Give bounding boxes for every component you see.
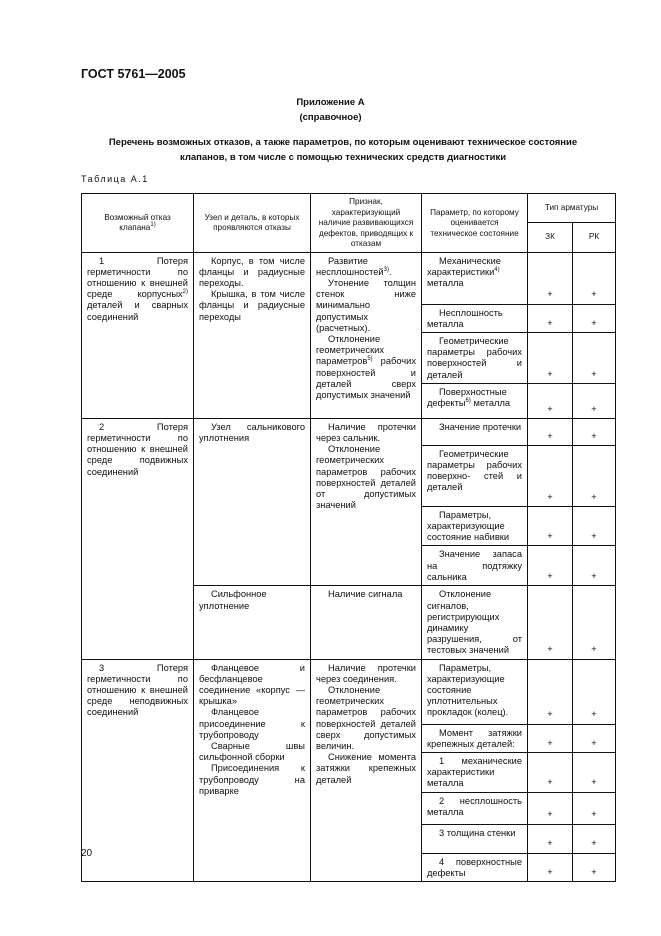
superscript: 2) (182, 289, 188, 296)
sign-paragraph: Наличие протечки через сальник. (316, 421, 416, 443)
parameter-cell (422, 792, 528, 824)
document-title: Перечень возможных отказов, а также параметров, по которым оценивают техническое состояние клапанов, в том числе с помощью технических средств диагностики (108, 137, 578, 163)
unit-paragraph: Узел сальникового уплотнения (199, 421, 305, 443)
zk-mark: + (528, 506, 573, 546)
header-unit: Узел и деталь, в которых проявляются отказы (194, 194, 311, 253)
parameter-cell (422, 586, 528, 659)
sign-paragraph: Снижение момента затяжки крепежных деталей (316, 752, 416, 785)
header-rk: РК (573, 222, 616, 252)
parameter-paragraph: 4 поверхностные дефекты (427, 856, 522, 878)
superscript: 1) (150, 222, 156, 229)
header-sign: Признак, характеризующий наличие развивающихся дефектов, приводящих к отказам (311, 194, 422, 253)
superscript: 5) (367, 356, 373, 363)
zk-mark: + (528, 445, 573, 506)
failure-cell (82, 659, 194, 881)
header-failure: Возможный отказ клапана$^{1)}$ (82, 194, 194, 253)
parameter-paragraph: Значение запаса на подтяжку сальника (427, 549, 522, 582)
rk-mark: + (573, 332, 616, 383)
rk-mark: + (573, 853, 616, 881)
sign-paragraph: Отклонение геометрических параметров рабочих поверхностей деталей от допустимых значений (316, 444, 416, 511)
unit-paragraph: Фланцевое присоединение к трубопроводу (199, 707, 305, 740)
rk-mark: + (573, 383, 616, 418)
parameter-cell (422, 752, 528, 792)
unit-paragraph: Присоединения к трубопроводу на приварке (199, 763, 305, 796)
sign-cell (311, 418, 422, 586)
sign-cell (311, 586, 422, 659)
parameter-cell (422, 824, 528, 853)
zk-mark: + (528, 853, 573, 881)
sign-paragraph: Развитие несплошностей$^{3)}$. (316, 255, 392, 277)
header-row (82, 194, 616, 223)
parameter-paragraph: Несплошность металла (427, 307, 503, 329)
failure-paragraph: 1 Потеря герметичности по отношению к внешней среде корпусных$^{2)}$ деталей и сварных соединений (87, 255, 188, 322)
rk-mark: + (573, 546, 616, 586)
rk-mark: + (573, 724, 616, 752)
sign-paragraph: Отклонение геометрических параметров$^{5)}$ рабочих поверхностей и деталей сверх допустимых значений (316, 333, 416, 400)
rk-mark: + (573, 752, 616, 792)
failure-paragraph: 2 Потеря герметичности по отношению к внешней среде подвижных соединений (87, 421, 188, 477)
unit-paragraph: Корпус, в том числе фланцы и радиусные переходы. (199, 255, 305, 288)
unit-paragraph: Сильфонное уплотнение (199, 589, 267, 611)
sign-paragraph: Наличие протечки через соединения. (316, 662, 416, 684)
unit-cell (194, 252, 311, 418)
failure-paragraph: 3 Потеря герметичности по отношению к внешней среде неподвижных соединений (87, 662, 188, 718)
parameter-cell (422, 506, 528, 546)
header-valve-type: Тип арматуры (528, 194, 616, 223)
parameter-paragraph: Момент затяжки крепежных деталей: (427, 727, 522, 749)
zk-mark: + (528, 659, 573, 724)
zk-mark: + (528, 546, 573, 586)
parameter-cell (422, 304, 528, 332)
parameter-cell (422, 332, 528, 383)
rk-mark: + (573, 506, 616, 546)
zk-mark: + (528, 752, 573, 792)
parameter-paragraph: 3 толщина стенки (439, 827, 516, 838)
rk-mark: + (573, 792, 616, 824)
parameter-paragraph: Поверхностные дефекты$^{6)}$ металла (427, 386, 511, 408)
failure-cell (82, 252, 194, 418)
header-zk: ЗК (528, 222, 573, 252)
zk-mark: + (528, 824, 573, 853)
zk-mark: + (528, 724, 573, 752)
parameter-paragraph: Отклонение сигналов, регистрирующих динамику разрушения, от тестовых значений (427, 589, 522, 656)
rk-mark: + (573, 252, 616, 304)
superscript: 6) (465, 397, 471, 404)
unit-paragraph: Крышка, в том числе фланцы и радиусные переходы (199, 289, 305, 322)
rk-mark: + (573, 445, 616, 506)
zk-mark: + (528, 332, 573, 383)
parameter-paragraph: 1 механические характеристики металла (427, 755, 522, 789)
parameter-cell (422, 659, 528, 724)
zk-mark: + (528, 252, 573, 304)
parameter-cell (422, 252, 528, 304)
parameter-cell (422, 383, 528, 418)
zk-mark: + (528, 383, 573, 418)
table-row (82, 252, 616, 304)
unit-cell (194, 418, 311, 586)
zk-mark: + (528, 418, 573, 445)
rk-mark: + (573, 304, 616, 332)
sign-paragraph: Отклонение геометрических параметров рабочих поверхностей деталей сверх допустимых величин. (316, 684, 416, 751)
sign-paragraph: Утонение толщин стенок ниже минимально допустимых (расчетных). (316, 277, 416, 333)
parameter-paragraph: Параметры, характеризующие состояние уплотнительных прокладок (колец). (427, 662, 509, 718)
table-caption: Таблица А.1 (81, 174, 149, 184)
superscript: 4) (494, 266, 500, 273)
parameter-cell (422, 853, 528, 881)
zk-mark: + (528, 586, 573, 659)
page-number: 20 (81, 848, 93, 859)
parameter-paragraph: Параметры, характеризующие состояние набивки (427, 509, 510, 543)
rk-mark: + (573, 659, 616, 724)
parameter-cell (422, 724, 528, 752)
parameter-cell (422, 445, 528, 506)
zk-mark: + (528, 304, 573, 332)
parameter-paragraph: 2 несплошность металла (427, 795, 522, 817)
sign-paragraph: Наличие сигнала (328, 589, 403, 600)
rk-mark: + (573, 824, 616, 853)
unit-paragraph: Фланцевое и бесфланцевое соединение «корпус — крышка» (199, 662, 305, 707)
unit-cell (194, 586, 311, 659)
parameter-paragraph: Значение протечки (439, 421, 522, 432)
failure-cell (82, 418, 194, 659)
table-row (82, 418, 616, 445)
sign-cell (311, 252, 422, 418)
rk-mark: + (573, 586, 616, 659)
unit-paragraph: Сварные швы сильфонной сборки (199, 740, 305, 763)
appendix-title: Приложение А (296, 97, 365, 108)
sign-cell (311, 659, 422, 881)
parameter-paragraph: Механические характеристики$^{4)}$ металла (427, 255, 501, 288)
parameter-cell (422, 546, 528, 586)
rk-mark: + (573, 418, 616, 445)
parameter-cell (422, 418, 528, 445)
header-parameter: Параметр, по которому оценивается техническое состояние (422, 194, 528, 253)
appendix-note: (справочное) (299, 112, 362, 123)
document-header: ГОСТ 5761—2005 (81, 67, 186, 81)
parameter-paragraph: Геометрические параметры рабочих поверхностей и деталей (427, 335, 522, 380)
table-row (82, 659, 616, 724)
unit-cell (194, 659, 311, 881)
zk-mark: + (528, 792, 573, 824)
parameter-paragraph: Геометрические параметры рабочих поверхно- стей и деталей (427, 448, 522, 493)
superscript: 3) (383, 266, 389, 273)
failures-table (81, 193, 616, 882)
